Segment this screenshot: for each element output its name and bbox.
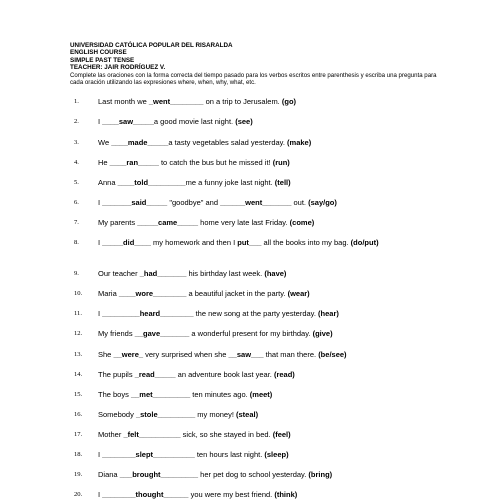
exercise-number: 15. [74, 391, 83, 398]
exercise-number: 2. [74, 118, 79, 125]
exercise-number: 16. [74, 411, 83, 418]
exercise-number: 11. [74, 310, 82, 317]
answer-blank: __met_________ [130, 390, 191, 399]
exercise-sentence: I _______said_____ "goodbye" and ______went_______ out. (say/go) [98, 198, 337, 207]
exercise-sentence: I ________slept__________ ten hours last night. (sleep) [98, 450, 289, 459]
answer-blank: _________heard________ [102, 309, 194, 318]
answer-blank: ______went_______ [220, 198, 292, 207]
topic-title: SIMPLE PAST TENSE [70, 56, 135, 64]
exercise-sentence: The pupils _read_____ an adventure book last year. (read) [98, 370, 295, 379]
exercise-sentence: My parents _____came_____ home very late last Friday. (come) [98, 218, 315, 227]
answer-blank: __saw___ [228, 350, 264, 359]
exercise-number: 1. [74, 98, 79, 105]
verb-hint: (be/see) [318, 350, 347, 359]
exercise-sentence: Diana ___brought_________ her pet dog to school yesterday. (bring) [98, 470, 333, 479]
answer-blank: _had_______ [139, 269, 187, 278]
exercise-number: 19. [74, 471, 83, 478]
exercise-number: 5. [74, 179, 79, 186]
verb-hint: (make) [287, 138, 312, 147]
exercise-number: 7. [74, 219, 79, 226]
verb-hint: (come) [289, 218, 315, 227]
answer-blank: ___brought_________ [119, 470, 199, 479]
verb-hint: (sleep) [264, 450, 289, 459]
verb-hint: (see) [235, 117, 253, 126]
exercise-number: 8. [74, 239, 79, 246]
answer-blank: _____did____ [102, 238, 151, 247]
verb-hint: (meet) [249, 390, 273, 399]
exercise-sentence: I ________thought______ you were my best friend. (think) [98, 490, 298, 499]
answer-blank: ________slept__________ [102, 450, 195, 459]
verb-hint: (go) [281, 97, 297, 106]
answer-blank: put___ [237, 238, 262, 247]
verb-hint: (tell) [274, 178, 291, 187]
answer-blank: _______said_____ [102, 198, 168, 207]
exercise-sentence: Our teacher _had_______ his birthday last week. (have) [98, 269, 287, 278]
exercise-sentence: My friends __gave_______ a wonderful present for my birthday. (give) [98, 329, 333, 338]
verb-hint: (read) [273, 370, 295, 379]
worksheet-header [70, 42, 440, 86]
exercise-number: 13. [74, 351, 83, 358]
exercise-sentence: Anna ____told_________me a funny joke last night. (tell) [98, 178, 291, 187]
exercise-number: 12. [74, 330, 83, 337]
verb-hint: (think) [274, 490, 298, 499]
exercise-number: 3. [74, 139, 79, 146]
answer-blank: ________thought______ [102, 490, 189, 499]
verb-hint: (bring) [308, 470, 333, 479]
verb-hint: (steal) [236, 410, 259, 419]
university-name: UNIVERSIDAD CATÓLICA POPULAR DEL RISARALDA [70, 42, 233, 49]
answer-blank: _went________ [148, 97, 204, 106]
exercise-number: 17. [74, 431, 83, 438]
exercise-sentence: Last month we _went________ on a trip to Jerusalem. (go) [98, 97, 297, 106]
answer-blank: ____wore________ [118, 289, 187, 298]
answer-blank: ____ran_____ [109, 158, 159, 167]
answer-blank: ____saw_____ [102, 117, 154, 126]
verb-hint: (do/put) [350, 238, 379, 247]
exercise-number: 6. [74, 199, 79, 206]
teacher-name: TEACHER: JAIR RODRÍGUEZ V. [70, 64, 166, 72]
course-name: ENGLISH COURSE [70, 49, 127, 57]
exercise-number: 10. [74, 290, 83, 297]
answer-blank: ____told_________ [117, 178, 186, 187]
exercise-sentence: The boys __met_________ ten minutes ago. (meet) [98, 390, 273, 399]
instructions-text: Complete las oraciones con la forma correcta del tiempo pasado para los verbos escritos entre parenthesis y escriba una pregunta para cada oración utilizando las expresiones where, when, why, what, etc. [70, 71, 437, 86]
exercise-sentence: I ____saw_____a good movie last night. (see) [98, 117, 253, 126]
verb-hint: (say/go) [308, 198, 337, 207]
verb-hint: (hear) [318, 309, 339, 318]
exercise-sentence: We ____made_____a tasty vegetables salad yesterday. (make) [98, 138, 312, 147]
exercise-sentence: Maria ____wore________ a beautiful jacket in the party. (wear) [98, 289, 310, 298]
exercise-sentence: I _________heard________ the new song at the party yesterday. (hear) [98, 309, 339, 318]
answer-blank: _stole_________ [135, 410, 196, 419]
exercise-sentence: I _____did____ my homework and then I put___ all the books into my bag. (do/put) [98, 238, 379, 247]
answer-blank: __gave_______ [134, 329, 190, 338]
exercise-sentence: He ____ran_____ to catch the bus but he missed it! (run) [98, 158, 290, 167]
exercise-number: 14. [74, 371, 83, 378]
answer-blank: ____made_____ [111, 138, 169, 147]
verb-hint: (give) [312, 329, 333, 338]
exercise-sentence: Mother _felt__________ sick, so she stayed in bed. (feel) [98, 430, 291, 439]
exercise-number: 18. [74, 451, 83, 458]
verb-hint: (wear) [287, 289, 310, 298]
exercise-number: 20. [74, 491, 83, 498]
verb-hint: (feel) [272, 430, 291, 439]
exercise-number: 9. [74, 270, 79, 277]
answer-blank: _read_____ [134, 370, 176, 379]
exercise-sentence: She __were_ very surprised when she __saw___ that man there. (be/see) [98, 350, 347, 359]
exercise-number: 4. [74, 159, 79, 166]
exercise-sentence: Somebody _stole_________ my money! (steal) [98, 410, 259, 419]
answer-blank: __were_ [113, 350, 144, 359]
verb-hint: (have) [264, 269, 287, 278]
answer-blank: _____came_____ [137, 218, 199, 227]
answer-blank: _felt__________ [123, 430, 181, 439]
verb-hint: (run) [272, 158, 290, 167]
